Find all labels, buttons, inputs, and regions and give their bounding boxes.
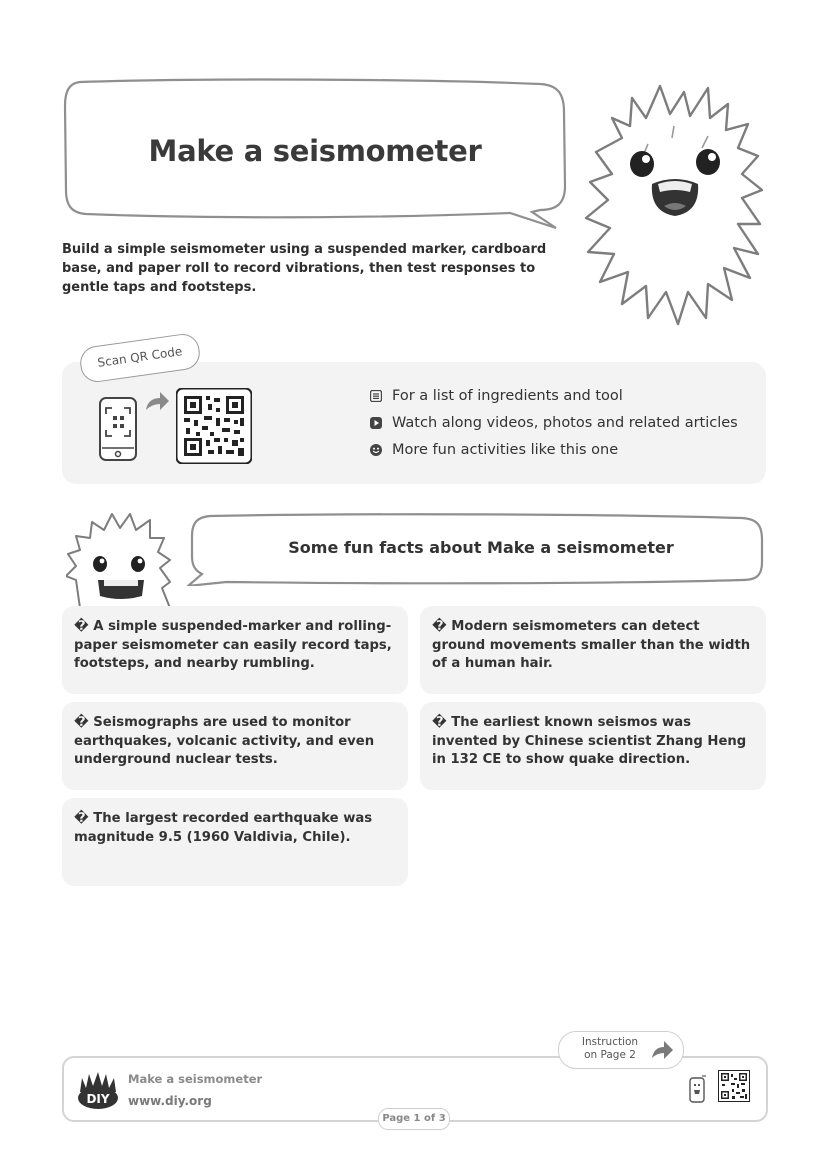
scan-qr-tag: Scan QR Code xyxy=(78,332,202,384)
facts-heading: Some fun facts about Make a seismometer xyxy=(288,538,674,557)
diy-logo xyxy=(76,1070,120,1110)
footer-qr-code[interactable] xyxy=(718,1070,750,1102)
fact-card: � The earliest known seismos was invented by Chinese scientist Zhang Heng in 132 CE to show quake direction. xyxy=(420,702,766,790)
footer-url[interactable]: www.diy.org xyxy=(128,1094,212,1108)
diy-logo-text: DIY xyxy=(86,1092,110,1106)
mascot-illustration xyxy=(582,78,768,328)
qr-code[interactable] xyxy=(176,388,252,464)
arrow-right-icon xyxy=(144,390,170,412)
instruction-line-2: on Page 2 xyxy=(584,1049,636,1061)
arrow-right-icon xyxy=(650,1040,674,1060)
small-mascot-illustration xyxy=(66,510,176,608)
qr-item-label: For a list of ingredients and tool xyxy=(392,388,623,404)
qr-item-label: More fun activities like this one xyxy=(392,442,619,458)
footer-title: Make a seismometer xyxy=(128,1072,263,1086)
instruction-label xyxy=(572,1036,648,1062)
play-icon xyxy=(370,417,382,429)
phone-scan-icon xyxy=(98,396,138,462)
fact-card: � The largest recorded earthquake was magnitude 9.5 (1960 Valdivia, Chile). xyxy=(62,798,408,886)
fact-card: � Modern seismometers can detect ground movements smaller than the width of a human hair. xyxy=(420,606,766,694)
intro-paragraph: Build a simple seismometer using a suspended marker, cardboard base, and paper roll to record vibrations, then test responses to gentle taps and footsteps. xyxy=(62,242,547,295)
fact-card: � A simple suspended-marker and rolling-paper seismometer can easily record taps, footsteps, and nearby rumbling. xyxy=(62,606,408,694)
qr-item-label: Watch along videos, photos and related articles xyxy=(392,415,738,431)
smiley-icon xyxy=(370,444,382,456)
page-indicator: Page 1 of 3 xyxy=(378,1108,450,1130)
fact-card: � Seismographs are used to monitor earthquakes, volcanic activity, and even underground nuclear tests. xyxy=(62,702,408,790)
instruction-line-1: Instruction xyxy=(581,1036,639,1048)
page-title: Make a seismometer xyxy=(148,134,482,168)
mini-phone-icon xyxy=(688,1074,708,1104)
list-icon xyxy=(370,390,382,402)
